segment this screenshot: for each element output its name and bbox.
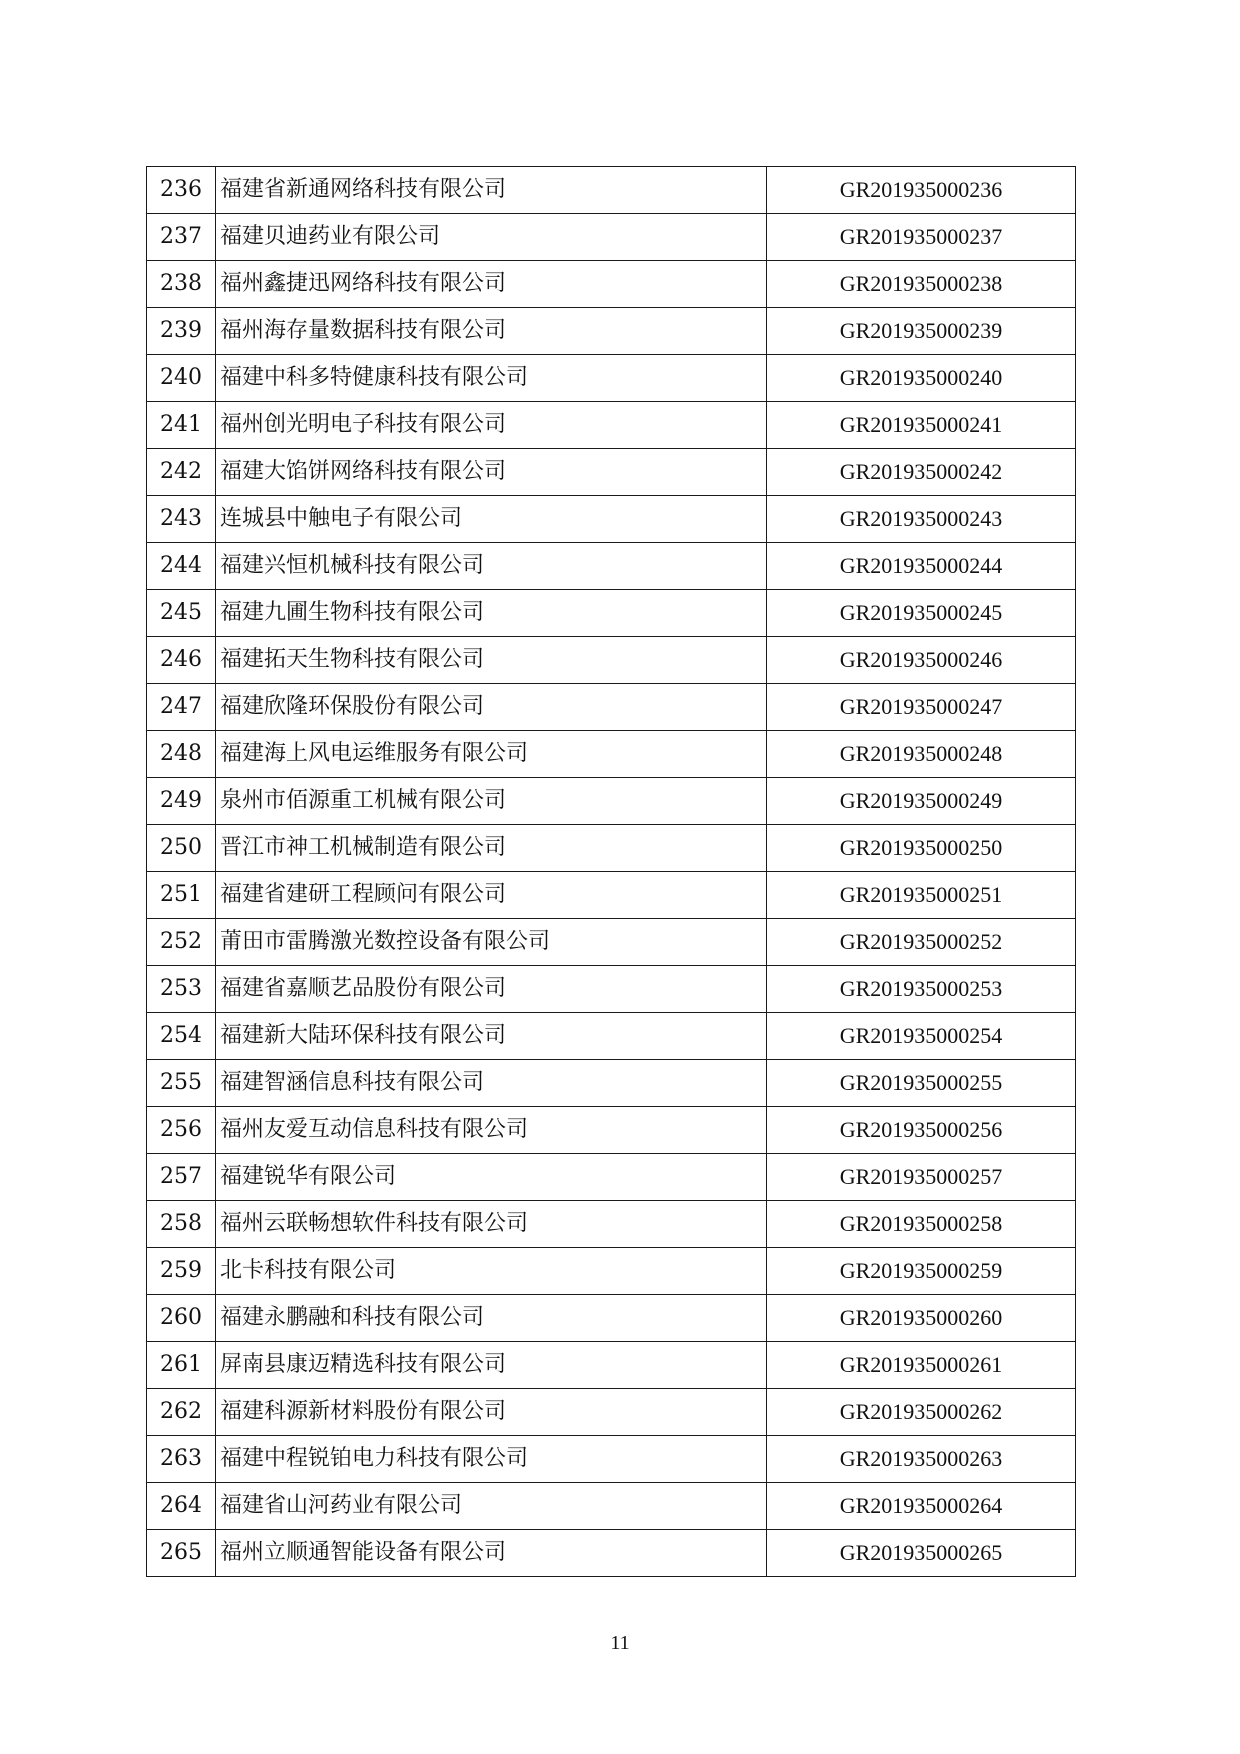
table-row <box>147 167 1076 214</box>
company-name: 福建科源新材料股份有限公司 <box>216 1389 767 1436</box>
table-row <box>147 1342 1076 1389</box>
row-index: 246 <box>147 637 216 684</box>
page-number: 11 <box>610 1632 630 1654</box>
table-row <box>147 731 1076 778</box>
certificate-code: GR201935000244 <box>767 543 1076 590</box>
row-index: 265 <box>147 1530 216 1577</box>
company-name: 福建贝迪药业有限公司 <box>216 214 767 261</box>
company-name: 福建大馅饼网络科技有限公司 <box>216 449 767 496</box>
table-row <box>147 590 1076 637</box>
company-name: 晋江市神工机械制造有限公司 <box>216 825 767 872</box>
row-index: 253 <box>147 966 216 1013</box>
table-row <box>147 1389 1076 1436</box>
row-index: 241 <box>147 402 216 449</box>
table-row <box>147 1107 1076 1154</box>
company-name: 连城县中触电子有限公司 <box>216 496 767 543</box>
certificate-code: GR201935000264 <box>767 1483 1076 1530</box>
company-name: 福建兴恒机械科技有限公司 <box>216 543 767 590</box>
certificate-code: GR201935000248 <box>767 731 1076 778</box>
row-index: 259 <box>147 1248 216 1295</box>
table-row <box>147 1483 1076 1530</box>
row-index: 260 <box>147 1295 216 1342</box>
row-index: 248 <box>147 731 216 778</box>
table-row <box>147 449 1076 496</box>
company-name: 福建中科多特健康科技有限公司 <box>216 355 767 402</box>
row-index: 238 <box>147 261 216 308</box>
row-index: 262 <box>147 1389 216 1436</box>
company-name: 福州立顺通智能设备有限公司 <box>216 1530 767 1577</box>
row-index: 240 <box>147 355 216 402</box>
row-index: 243 <box>147 496 216 543</box>
company-name: 福建新大陆环保科技有限公司 <box>216 1013 767 1060</box>
table-row <box>147 1060 1076 1107</box>
row-index: 263 <box>147 1436 216 1483</box>
company-name: 福建省建研工程顾问有限公司 <box>216 872 767 919</box>
certificate-code: GR201935000252 <box>767 919 1076 966</box>
row-index: 237 <box>147 214 216 261</box>
row-index: 255 <box>147 1060 216 1107</box>
row-index: 257 <box>147 1154 216 1201</box>
row-index: 239 <box>147 308 216 355</box>
row-index: 249 <box>147 778 216 825</box>
table-row <box>147 825 1076 872</box>
table-row <box>147 1013 1076 1060</box>
company-name: 莆田市雷腾激光数控设备有限公司 <box>216 919 767 966</box>
certificate-code: GR201935000241 <box>767 402 1076 449</box>
certificate-code: GR201935000265 <box>767 1530 1076 1577</box>
table-row <box>147 1201 1076 1248</box>
table-row <box>147 1436 1076 1483</box>
company-name: 福建智涵信息科技有限公司 <box>216 1060 767 1107</box>
row-index: 242 <box>147 449 216 496</box>
company-name: 福建锐华有限公司 <box>216 1154 767 1201</box>
certificate-code: GR201935000236 <box>767 167 1076 214</box>
certificate-code: GR201935000240 <box>767 355 1076 402</box>
certificate-code: GR201935000262 <box>767 1389 1076 1436</box>
table-row <box>147 214 1076 261</box>
certificate-code: GR201935000247 <box>767 684 1076 731</box>
certificate-code: GR201935000242 <box>767 449 1076 496</box>
company-name: 福州云联畅想软件科技有限公司 <box>216 1201 767 1248</box>
certificate-code: GR201935000237 <box>767 214 1076 261</box>
table-row <box>147 308 1076 355</box>
table-row <box>147 684 1076 731</box>
certificate-code: GR201935000238 <box>767 261 1076 308</box>
company-name: 福州创光明电子科技有限公司 <box>216 402 767 449</box>
table-row <box>147 496 1076 543</box>
certificate-code: GR201935000257 <box>767 1154 1076 1201</box>
table-row <box>147 1248 1076 1295</box>
certificate-code: GR201935000245 <box>767 590 1076 637</box>
row-index: 247 <box>147 684 216 731</box>
company-name: 福建拓天生物科技有限公司 <box>216 637 767 684</box>
table-row <box>147 1530 1076 1577</box>
row-index: 251 <box>147 872 216 919</box>
table-row <box>147 1154 1076 1201</box>
company-name: 福建省嘉顺艺品股份有限公司 <box>216 966 767 1013</box>
certificate-code: GR201935000251 <box>767 872 1076 919</box>
table-row <box>147 872 1076 919</box>
certificate-code: GR201935000261 <box>767 1342 1076 1389</box>
row-index: 258 <box>147 1201 216 1248</box>
table-row <box>147 1295 1076 1342</box>
table-row <box>147 355 1076 402</box>
row-index: 254 <box>147 1013 216 1060</box>
certificate-code: GR201935000246 <box>767 637 1076 684</box>
table-row <box>147 778 1076 825</box>
row-index: 236 <box>147 167 216 214</box>
company-name: 福州鑫捷迅网络科技有限公司 <box>216 261 767 308</box>
company-name: 福建海上风电运维服务有限公司 <box>216 731 767 778</box>
table-row <box>147 261 1076 308</box>
certificate-code: GR201935000258 <box>767 1201 1076 1248</box>
company-name: 福建欣隆环保股份有限公司 <box>216 684 767 731</box>
company-name: 泉州市佰源重工机械有限公司 <box>216 778 767 825</box>
table-body <box>147 167 1076 1577</box>
certificate-code: GR201935000259 <box>767 1248 1076 1295</box>
certificate-code: GR201935000263 <box>767 1436 1076 1483</box>
table-row <box>147 637 1076 684</box>
certificate-code: GR201935000256 <box>767 1107 1076 1154</box>
certificate-code: GR201935000250 <box>767 825 1076 872</box>
row-index: 252 <box>147 919 216 966</box>
table-row <box>147 402 1076 449</box>
company-name: 福建永鹏融和科技有限公司 <box>216 1295 767 1342</box>
table-row <box>147 919 1076 966</box>
row-index: 244 <box>147 543 216 590</box>
certificate-code: GR201935000254 <box>767 1013 1076 1060</box>
certificate-code: GR201935000249 <box>767 778 1076 825</box>
certificate-code: GR201935000255 <box>767 1060 1076 1107</box>
company-name: 福建省新通网络科技有限公司 <box>216 167 767 214</box>
row-index: 250 <box>147 825 216 872</box>
row-index: 245 <box>147 590 216 637</box>
company-name: 福建九圃生物科技有限公司 <box>216 590 767 637</box>
company-name: 北卡科技有限公司 <box>216 1248 767 1295</box>
table-row <box>147 966 1076 1013</box>
row-index: 264 <box>147 1483 216 1530</box>
certificate-code: GR201935000239 <box>767 308 1076 355</box>
company-name: 屏南县康迈精选科技有限公司 <box>216 1342 767 1389</box>
certificate-code: GR201935000243 <box>767 496 1076 543</box>
table-row <box>147 543 1076 590</box>
certificate-code: GR201935000253 <box>767 966 1076 1013</box>
certificate-code: GR201935000260 <box>767 1295 1076 1342</box>
row-index: 261 <box>147 1342 216 1389</box>
company-name: 福州海存量数据科技有限公司 <box>216 308 767 355</box>
company-table <box>146 166 1076 1577</box>
company-name: 福州友爱互动信息科技有限公司 <box>216 1107 767 1154</box>
company-name: 福建中程锐铂电力科技有限公司 <box>216 1436 767 1483</box>
row-index: 256 <box>147 1107 216 1154</box>
company-name: 福建省山河药业有限公司 <box>216 1483 767 1530</box>
